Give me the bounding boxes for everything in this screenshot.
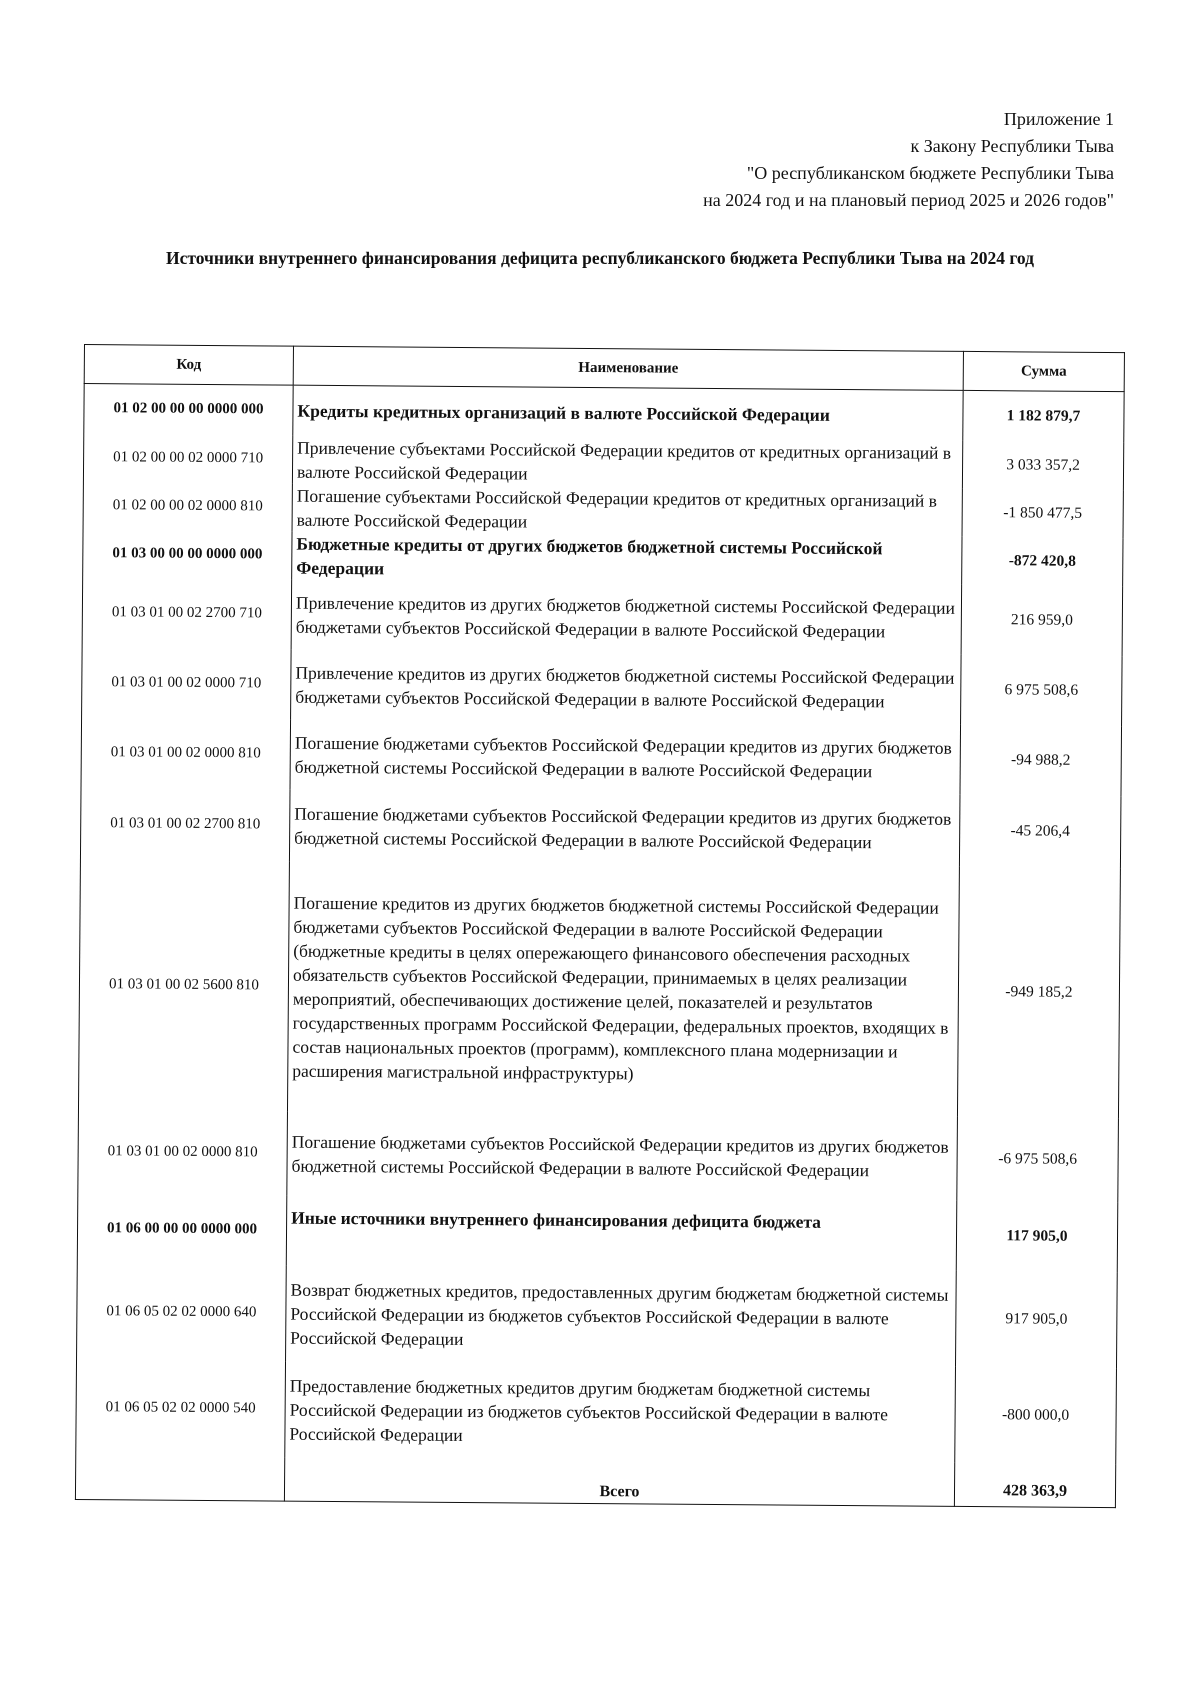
- document-title: Источники внутреннего финансирования дефицита республиканского бюджета Республики Тыва на 2024 год: [165, 248, 1034, 268]
- row-name: Возврат бюджетных кредитов, предоставленных другим бюджетам бюджетной системы Российской Федерации из бюджетов субъектов Российской Федерации в валюте Российской Федерации: [286, 1265, 957, 1366]
- row-amount: 117 905,0: [956, 1200, 1118, 1271]
- table-row: [80, 787, 1121, 867]
- row-amount: 6 975 508,6: [961, 654, 1123, 725]
- row-amount: -6 975 508,6: [957, 1116, 1119, 1201]
- header-amount: Сумма: [963, 351, 1124, 391]
- row-code: 01 03 01 00 02 0000 810: [78, 1109, 288, 1195]
- row-name: Погашение субъектами Российской Федерации кредитов от кредитных организаций в валюте Российской Федерации: [292, 483, 962, 536]
- row-code: 01 06 05 02 02 0000 640: [77, 1263, 287, 1361]
- table-row: [76, 1359, 1117, 1463]
- row-amount: 1 182 879,7: [963, 390, 1124, 441]
- row-amount: -800 000,0: [955, 1366, 1117, 1463]
- row-name: Иные источники внутреннего финансирования дефицита бюджета: [286, 1195, 957, 1270]
- row-name: Погашение бюджетами субъектов Российской Федерации кредитов из других бюджетов бюджетной системы Российской Федерации в валюте Российской Федерации: [290, 719, 961, 794]
- row-code: 01 03 01 00 02 2700 810: [80, 787, 290, 861]
- table-row: [82, 577, 1123, 655]
- financing-table: [75, 344, 1125, 1508]
- row-code: 01 03 00 00 00 0000 000: [83, 529, 292, 579]
- row-name: Погашение кредитов из других бюджетов бюджетной системы Российской Федерации бюджетами субъектов Российской Федерации в валюте Российской Федерации (бюджетные кредиты в целях опережающего финансового обеспечения расходных обязательств субъектов Российской Федерации, принимаемых в целях реализации мероприятий, обеспечивающих достижение целей, показателей и результатов государственных программ Российской Федерации, федеральных проектов, входящих в состав национальных проектов (программ), комплексного плана модернизации и расширения магистральной инфраструктуры): [287, 861, 959, 1116]
- row-code: 01 03 01 00 02 5600 810: [78, 859, 289, 1111]
- total-code-empty: [75, 1455, 284, 1501]
- table-row: [83, 481, 1123, 537]
- row-amount: 216 959,0: [961, 584, 1123, 655]
- table-row: [78, 859, 1120, 1117]
- row-name: Предоставление бюджетных кредитов другим бюджетам бюджетной системы Российской Федерации из бюджетов субъектов Российской Федерации в валюте Российской Федерации: [285, 1361, 956, 1462]
- appendix-line-3: "О республиканском бюджете Республики Тыва: [746, 163, 1114, 183]
- total-row: [75, 1455, 1115, 1507]
- row-code: 01 03 01 00 02 2700 710: [82, 577, 292, 649]
- appendix-line-1: Приложение 1: [1003, 109, 1114, 129]
- row-code: 01 03 01 00 02 0000 810: [81, 717, 291, 789]
- total-label: Всего: [284, 1457, 954, 1506]
- row-code: 01 02 00 00 00 0000 000: [84, 384, 293, 436]
- row-amount: -45 206,4: [959, 794, 1121, 867]
- row-name: Привлечение кредитов из других бюджетов бюджетной системы Российской Федерации бюджетами субъектов Российской Федерации в валюте Российской Федерации: [291, 579, 962, 654]
- appendix-line-2: к Закону Республики Тыва: [910, 136, 1114, 156]
- row-amount: -872 420,8: [962, 536, 1123, 585]
- table-row: [84, 384, 1124, 442]
- table-row: [77, 1263, 1118, 1367]
- row-amount: -1 850 477,5: [962, 488, 1123, 537]
- row-name: Привлечение субъектами Российской Федерации кредитов от кредитных организаций в валюте Российской Федерации: [292, 435, 962, 488]
- row-amount: -94 988,2: [960, 724, 1122, 795]
- row-code: 01 06 00 00 00 0000 000: [77, 1193, 287, 1265]
- row-amount: 917 905,0: [955, 1270, 1117, 1367]
- table-row: [78, 1109, 1119, 1201]
- table-row: [77, 1193, 1118, 1271]
- row-code: 01 03 01 00 02 0000 710: [82, 647, 292, 719]
- row-name: Бюджетные кредиты от других бюджетов бюджетной системы Российской Федерации: [292, 531, 962, 584]
- appendix-line-4: на 2024 год и на плановый период 2025 и 2026 годов": [703, 190, 1114, 210]
- row-name: Привлечение кредитов из других бюджетов бюджетной системы Российской Федерации бюджетами субъектов Российской Федерации в валюте Российской Федерации: [291, 649, 962, 724]
- appendix-header: [703, 106, 1114, 214]
- row-name: Кредиты кредитных организаций в валюте Российской Федерации: [293, 385, 963, 440]
- row-name: Погашение бюджетами субъектов Российской Федерации кредитов из других бюджетов бюджетной системы Российской Федерации в валюте Российской Федерации: [287, 1111, 958, 1200]
- row-code: 01 02 00 00 02 0000 810: [83, 481, 292, 531]
- financing-table-container: [75, 344, 1124, 1508]
- row-amount: -949 185,2: [957, 866, 1120, 1117]
- total-amount: 428 363,9: [954, 1462, 1115, 1507]
- row-code: 01 02 00 00 02 0000 710: [83, 434, 292, 484]
- header-name: Наименование: [293, 346, 963, 390]
- header-code: Код: [84, 345, 293, 386]
- row-amount: 3 033 357,2: [962, 440, 1123, 489]
- table-row: [81, 717, 1122, 795]
- row-code: 01 06 05 02 02 0000 540: [76, 1359, 286, 1457]
- table-row: [83, 434, 1123, 490]
- row-name: Погашение бюджетами субъектов Российской Федерации кредитов из других бюджетов бюджетной системы Российской Федерации в валюте Российской Федерации: [289, 789, 960, 866]
- table-row: [83, 529, 1123, 585]
- table-row: [82, 647, 1123, 725]
